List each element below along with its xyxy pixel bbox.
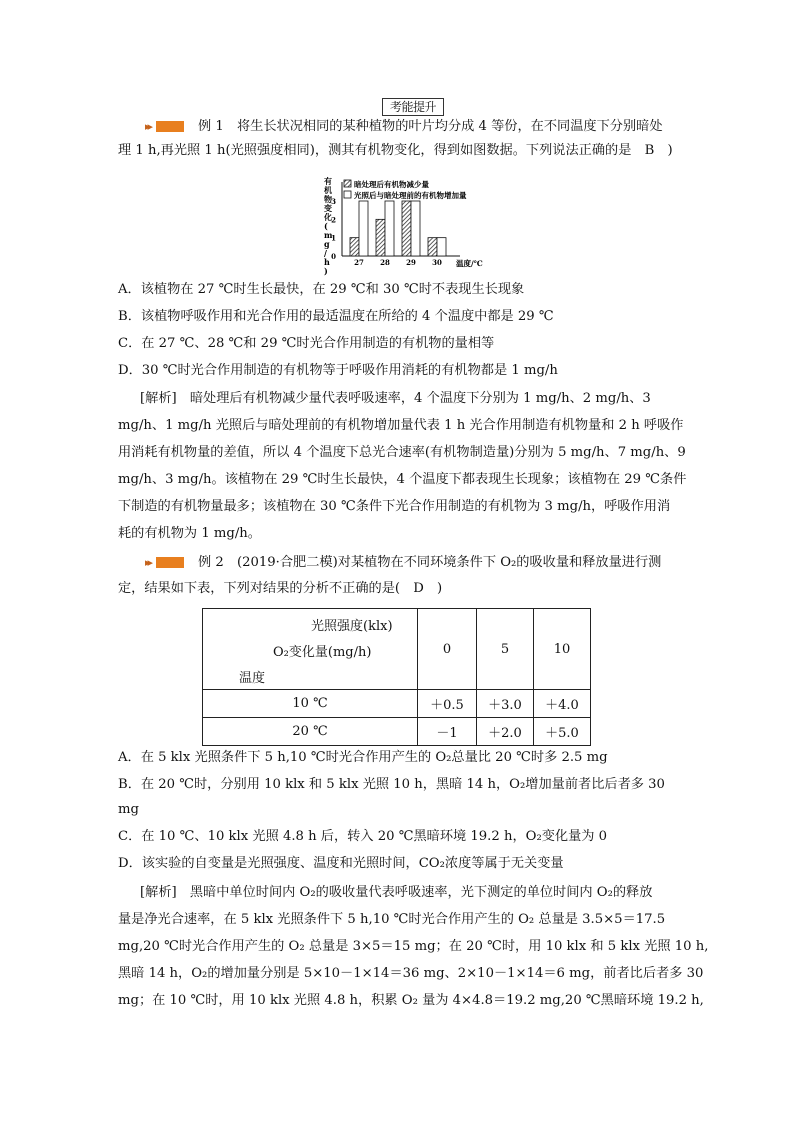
table-row	[203, 690, 591, 718]
table-row	[203, 718, 591, 746]
legend-label: 光照后与暗处理前的有机物增加量	[354, 191, 467, 200]
bar-dark-reduction	[402, 201, 411, 256]
y-tick-label: 3	[331, 197, 336, 206]
table-cell: －1	[418, 718, 477, 746]
example1-option-c: C．在 27 ℃、28 ℃和 29 ℃时光合作用制造的有机物的量相等	[118, 336, 495, 351]
example1-analysis-line5: 下制造的有机物量最多；该植物在 30 ℃条件下光合作用制造的有机物为 3 mg/h，呼吸作用消	[118, 499, 671, 514]
example2-option-c: C．在 10 ℃、10 klx 光照 4.8 h 后，转入 20 ℃黑暗环境 19.2 h，O₂变化量为 0	[118, 829, 608, 844]
table-cell: ＋2.0	[477, 718, 534, 746]
x-tick-label: 28	[380, 258, 390, 267]
header-light: 光照强度(klx)	[311, 619, 393, 634]
table-cell: ＋4.0	[534, 690, 591, 718]
example2-option-a: A．在 5 klx 光照条件下 5 h,10 ℃时光合作用产生的 O₂总量比 20 ℃时多 2.5 mg	[118, 750, 608, 765]
example2-option-d: D．该实验的自变量是光照强度、温度和光照时间，CO₂浓度等属于无关变量	[118, 856, 564, 871]
analysis-tag: [解析]	[140, 391, 177, 406]
example2-question-line1: (2019·合肥二模)对某植物在不同环境条件下 O₂的吸收量和释放量进行测	[236, 555, 662, 570]
example2-label	[198, 553, 661, 573]
analysis-tag: [解析]	[140, 885, 177, 900]
y-axis-label-char: g	[324, 239, 330, 249]
bar-light-increase	[437, 238, 446, 256]
example1-analysis-line1	[140, 389, 651, 409]
arrow-marker-icon: ▸▸	[145, 556, 151, 569]
example1-analysis-line4: mg/h、3 mg/h。该植物在 29 ℃时生长最快，4 个温度下都表现生长现象；该植物在 29 ℃条件	[118, 472, 687, 487]
example-tag-icon	[156, 557, 184, 568]
y-axis-label-char: m	[324, 230, 333, 240]
x-tick-label: 30	[432, 258, 442, 267]
example1-analysis-line2: mg/h、1 mg/h 光照后与暗处理前的有机物增加量代表 1 h 光合作用制造有机物量和 2 h 呼吸作	[118, 418, 684, 433]
example1-analysis-line6: 耗的有机物为 1 mg/h。	[118, 526, 261, 541]
x-axis-label: 温度/℃	[456, 259, 483, 268]
example2-question-line2: 定，结果如下表，下列对结果的分析不正确的是( D )	[118, 581, 443, 596]
x-tick-label: 27	[354, 258, 364, 267]
example1-number: 例 1	[198, 119, 224, 134]
y-axis-label-char: /	[324, 248, 327, 258]
example-tag-icon	[156, 121, 184, 132]
x-tick-label: 29	[406, 258, 416, 267]
example2-number: 例 2	[198, 555, 224, 570]
bar-chart	[320, 176, 520, 276]
o2-data-table	[202, 608, 591, 746]
y-axis-label-char: 物	[324, 194, 332, 204]
example2-analysis-line5: mg；在 10 ℃时，用 10 klx 光照 4.8 h，积累 O₂ 量为 4×4.8＝19.2 mg,20 ℃黑暗环境 19.2 h,	[118, 993, 704, 1008]
example2-analysis-line2: 量是净光合速率，在 5 klx 光照条件下 5 h,10 ℃时光合作用产生的 O₂ 总量是 3.5×5＝17.5	[118, 912, 666, 927]
header-o2: O₂变化量(mg/h)	[273, 645, 372, 660]
table-row-label: 20 ℃	[203, 718, 418, 746]
example2-option-b: B．在 20 ℃时，分别用 10 klx 和 5 klx 光照 10 h，黑暗 14 h，O₂增加量前者比后者多 30	[118, 777, 665, 792]
example1-question-line2: 理 1 h,再光照 1 h(光照强度相同)，测其有机物变化，得到如图数据。下列说法正确的是 B )	[118, 143, 673, 158]
example2-analysis-line1	[140, 883, 652, 903]
table-header-row	[203, 609, 591, 690]
example1-analysis-line3: 用消耗有机物量的差值，所以 4 个温度下总光合速率(有机物制造量)分别为 5 mg/h、7 mg/h、9	[118, 445, 686, 460]
bar-dark-reduction	[350, 238, 359, 256]
legend-swatch	[344, 191, 351, 198]
y-tick-label: 0	[331, 252, 336, 261]
bar-light-increase	[359, 201, 368, 256]
table-cell: ＋5.0	[534, 718, 591, 746]
table-col-header: 5	[477, 609, 534, 690]
arrow-marker-icon: ▸▸	[145, 120, 151, 133]
example2-analysis-line3: mg,20 ℃时光合作用产生的 O₂ 总量是 3×5＝15 mg；在 20 ℃时，用 10 klx 和 5 klx 光照 10 h,	[118, 939, 709, 954]
example1-option-a: A．该植物在 27 ℃时生长最快，在 29 ℃和 30 ℃时不表现生长现象	[118, 282, 525, 297]
legend-swatch	[344, 180, 351, 187]
section-title: 考能提升	[382, 98, 444, 116]
bar-light-increase	[385, 201, 394, 256]
bar-dark-reduction	[428, 238, 437, 256]
analysis-text: 黑暗中单位时间内 O₂的吸收量代表呼吸速率，光下测定的单位时间内 O₂的释放	[189, 885, 653, 900]
header-temp: 温度	[239, 671, 266, 686]
y-axis-label-char: (	[324, 221, 328, 231]
table-cell: ＋3.0	[477, 690, 534, 718]
legend-label: 暗处理后有机物减少量	[354, 180, 429, 189]
bar-dark-reduction	[376, 219, 385, 256]
bar-light-increase	[411, 201, 420, 256]
table-col-header: 10	[534, 609, 591, 690]
example2-option-b-cont: mg	[118, 802, 139, 817]
y-axis-label-char: 变	[324, 203, 332, 213]
table-col-header: 0	[418, 609, 477, 690]
analysis-text: 暗处理后有机物减少量代表呼吸速率，4 个温度下分别为 1 mg/h、2 mg/h、3	[189, 391, 651, 406]
y-tick-label: 2	[331, 215, 336, 225]
table-corner-cell	[203, 609, 418, 690]
example1-question-line1: 将生长状况相同的某种植物的叶片均分成 4 等份，在不同温度下分别暗处	[236, 119, 663, 134]
table-row-label: 10 ℃	[203, 690, 418, 718]
y-tick-label: 1	[331, 233, 336, 243]
example1-option-b: B．该植物呼吸作用和光合作用的最适温度在所给的 4 个温度中都是 29 ℃	[118, 309, 554, 324]
table-cell: ＋0.5	[418, 690, 477, 718]
y-axis-label-char: h	[324, 257, 330, 267]
example2-analysis-line4: 黑暗 14 h，O₂的增加量分别是 5×10－1×14＝36 mg、2×10－1×14＝6 mg，前者比后者多 30	[118, 966, 704, 981]
example1-option-d: D．30 ℃时光合作用制造的有机物等于呼吸作用消耗的有机物都是 1 mg/h	[118, 363, 558, 378]
y-axis-label-char: 化	[324, 212, 332, 222]
bar-chart-svg	[320, 176, 520, 276]
y-axis-label-char: 有	[324, 176, 332, 186]
y-axis-label-char: )	[324, 266, 328, 276]
example1-label	[198, 117, 663, 137]
y-axis-label-char: 机	[324, 185, 332, 195]
